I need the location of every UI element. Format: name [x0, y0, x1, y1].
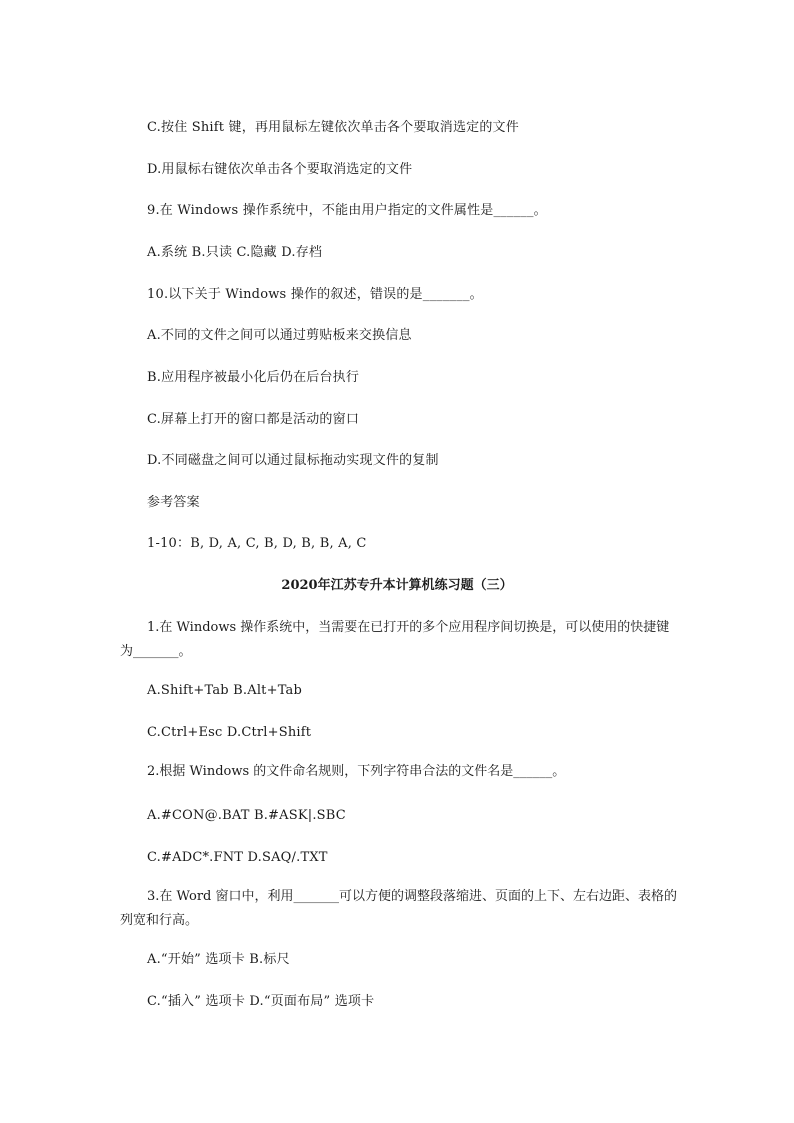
question-line: 10.以下关于 Windows 操作的叙述，错误的是_______。	[147, 287, 483, 302]
answers-heading: 参考答案	[147, 495, 200, 510]
option-line: A.Shift+Tab B.Alt+Tab	[147, 683, 303, 698]
question-paragraph: 1.在 Windows 操作系统中，当需要在已打开的多个应用程序间切换是，可以使用的快捷键为_______。	[120, 620, 670, 659]
option-line: C.按住 Shift 键，再用鼠标左键依次单击各个要取消选定的文件	[147, 120, 519, 135]
answers-line: 1-10：B, D, A, C, B, D, B, B, A, C	[147, 536, 367, 551]
section-title: 2020年江苏专升本计算机练习题（三）	[281, 578, 513, 593]
option-line: C.“插入” 选项卡 D.“页面布局” 选项卡	[147, 994, 375, 1009]
option-line: B.应用程序被最小化后仍在后台执行	[147, 370, 360, 385]
question-paragraph: 3.在 Word 窗口中，利用_______可以方便的调整段落缩进、页面的上下、左右边距、表格的列宽和行高。	[120, 889, 678, 928]
option-line: C.#ADC*.FNT D.SAQ/.TXT	[147, 850, 328, 865]
question-paragraph: 2.根据 Windows 的文件命名规则，下列字符串合法的文件名是______。	[147, 764, 566, 779]
option-line: D.用鼠标右键依次单击各个要取消选定的文件	[147, 162, 413, 177]
question-line: 9.在 Windows 操作系统中，不能由用户指定的文件属性是______。	[147, 203, 547, 218]
option-line: C.Ctrl+Esc D.Ctrl+Shift	[147, 725, 312, 740]
option-line: A.系统 B.只读 C.隐藏 D.存档	[147, 245, 323, 260]
option-line: A.不同的文件之间可以通过剪贴板来交换信息	[147, 328, 412, 343]
option-line: D.不同磁盘之间可以通过鼠标拖动实现文件的复制	[147, 453, 439, 468]
option-line: A.#CON@.BAT B.#ASK|.SBC	[147, 808, 346, 823]
option-line: A.“开始” 选项卡 B.标尺	[147, 952, 290, 967]
option-line: C.屏幕上打开的窗口都是活动的窗口	[147, 412, 360, 427]
